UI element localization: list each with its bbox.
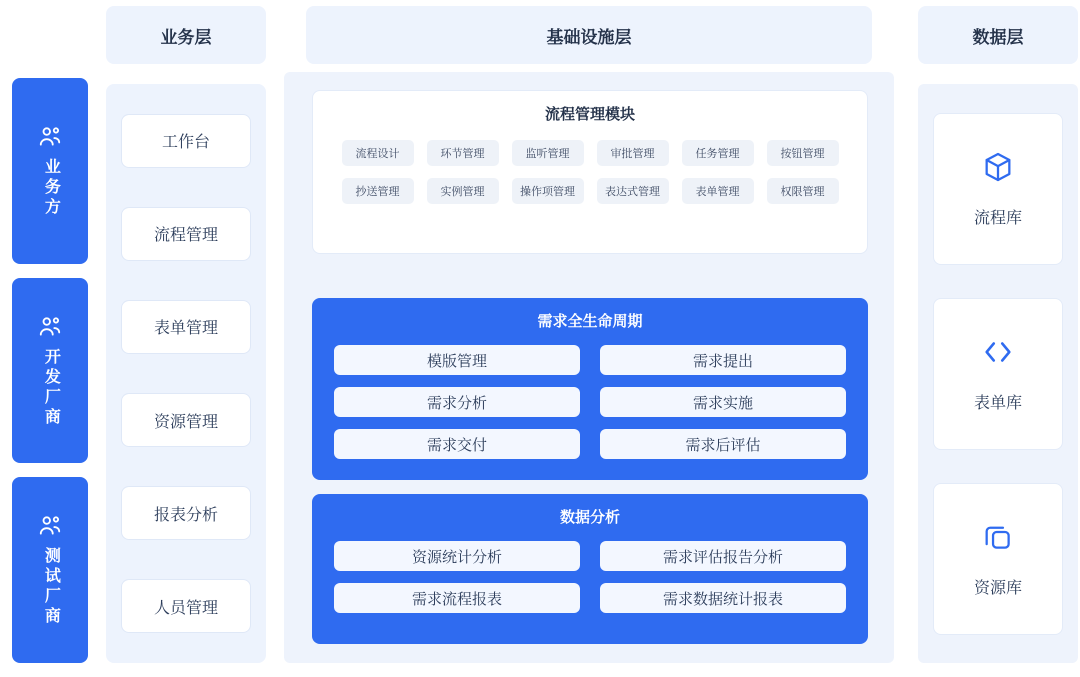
role-column xyxy=(12,78,88,663)
analysis-item-requirement-data-report[interactable]: 需求数据统计报表 xyxy=(600,583,846,613)
process-management-module-panel xyxy=(312,90,868,254)
chip-instance-management[interactable]: 实例管理 xyxy=(427,178,499,204)
data-analysis-grid xyxy=(312,527,868,613)
column-header-infrastructure xyxy=(306,6,872,64)
lifecycle-item-requirement-delivery[interactable]: 需求交付 xyxy=(334,429,580,459)
data-card-resource-library[interactable] xyxy=(933,483,1063,635)
column-header-data xyxy=(918,6,1078,64)
role-card-test-vendor-label: 测试厂商 xyxy=(42,547,60,628)
role-card-business-party-label: 业务方 xyxy=(42,157,60,218)
data-card-resource-library-label: 资源库 xyxy=(973,579,1022,597)
column-header-data-label: 数据层 xyxy=(972,27,1024,47)
analysis-item-requirement-process-report[interactable]: 需求流程报表 xyxy=(334,583,580,613)
lifecycle-item-post-evaluation[interactable]: 需求后评估 xyxy=(600,429,846,459)
chip-button-management[interactable]: 按钮管理 xyxy=(767,140,839,166)
role-card-business-party[interactable] xyxy=(12,78,88,264)
cube-icon xyxy=(981,150,1015,189)
lifecycle-item-requirement-implementation[interactable]: 需求实施 xyxy=(600,387,846,417)
data-card-form-library-label: 表单库 xyxy=(973,394,1022,412)
requirement-lifecycle-grid xyxy=(312,331,868,459)
users-icon xyxy=(37,314,63,340)
business-item-report-analysis-label: 报表分析 xyxy=(153,506,218,524)
lifecycle-item-template-management[interactable]: 模版管理 xyxy=(334,345,580,375)
process-module-chip-grid xyxy=(313,124,867,204)
data-card-process-library[interactable] xyxy=(933,113,1063,265)
chip-cc-management[interactable]: 抄送管理 xyxy=(342,178,414,204)
requirement-lifecycle-title: 需求全生命周期 xyxy=(537,313,643,330)
chip-operation-item-management[interactable]: 操作项管理 xyxy=(512,178,584,204)
data-card-form-library[interactable] xyxy=(933,298,1063,450)
business-item-resource-management[interactable] xyxy=(121,393,251,447)
data-card-process-library-label: 流程库 xyxy=(973,209,1022,227)
chip-process-design[interactable]: 流程设计 xyxy=(342,140,414,166)
role-card-test-vendor[interactable] xyxy=(12,477,88,663)
chip-listener-management[interactable]: 监听管理 xyxy=(512,140,584,166)
business-item-form-management-label: 表单管理 xyxy=(153,320,218,338)
business-item-process-management-label: 流程管理 xyxy=(153,227,218,245)
role-card-dev-vendor[interactable] xyxy=(12,278,88,464)
business-item-report-analysis[interactable] xyxy=(121,486,251,540)
users-icon xyxy=(37,124,63,150)
chip-expression-management[interactable]: 表达式管理 xyxy=(597,178,669,204)
business-layer-column xyxy=(106,84,266,663)
business-item-process-management[interactable] xyxy=(121,207,251,261)
column-header-business xyxy=(106,6,266,64)
infrastructure-layer-column xyxy=(284,72,894,663)
role-card-dev-vendor-label: 开发厂商 xyxy=(42,347,60,428)
process-management-module-title: 流程管理模块 xyxy=(544,106,635,123)
business-item-workbench-label: 工作台 xyxy=(161,134,210,152)
data-analysis-title: 数据分析 xyxy=(559,509,620,526)
analysis-item-resource-statistics[interactable]: 资源统计分析 xyxy=(334,541,580,571)
analysis-item-requirement-evaluation-report[interactable]: 需求评估报告分析 xyxy=(600,541,846,571)
business-item-resource-management-label: 资源管理 xyxy=(153,413,218,431)
code-brackets-icon xyxy=(981,335,1015,374)
users-icon xyxy=(37,513,63,539)
lifecycle-item-requirement-submission[interactable]: 需求提出 xyxy=(600,345,846,375)
copy-icon xyxy=(981,520,1015,559)
data-analysis-panel xyxy=(312,494,868,644)
business-item-workbench[interactable] xyxy=(121,114,251,168)
chip-approval-management[interactable]: 审批管理 xyxy=(597,140,669,166)
chip-task-management[interactable]: 任务管理 xyxy=(682,140,754,166)
column-header-business-label: 业务层 xyxy=(160,27,212,47)
business-item-form-management[interactable] xyxy=(121,300,251,354)
data-layer-column xyxy=(918,84,1078,663)
chip-node-management[interactable]: 环节管理 xyxy=(427,140,499,166)
column-header-infrastructure-label: 基础设施层 xyxy=(546,27,632,47)
business-item-staff-management[interactable] xyxy=(121,579,251,633)
chip-form-management[interactable]: 表单管理 xyxy=(682,178,754,204)
chip-permission-management[interactable]: 权限管理 xyxy=(767,178,839,204)
lifecycle-item-requirement-analysis[interactable]: 需求分析 xyxy=(334,387,580,417)
business-item-staff-management-label: 人员管理 xyxy=(153,599,218,617)
requirement-lifecycle-panel xyxy=(312,298,868,480)
